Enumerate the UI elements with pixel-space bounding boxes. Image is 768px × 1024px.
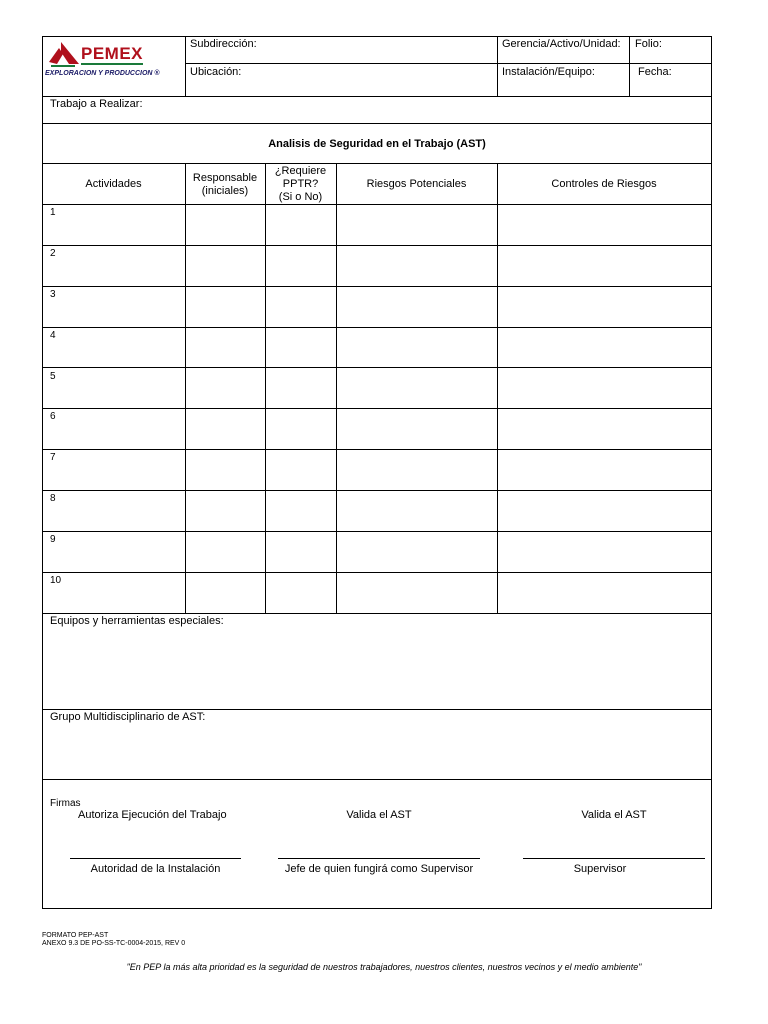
- row-number: 1: [50, 207, 56, 218]
- format-code: FORMATO PEP-AST: [42, 932, 109, 939]
- pemex-logo: [45, 42, 185, 88]
- row-number: 7: [50, 452, 56, 463]
- firmas-label: Firmas: [50, 798, 81, 809]
- trabajo-bottom: [42, 123, 712, 124]
- header-pptr-1: ¿Requiere: [274, 165, 327, 177]
- header-controles: Controles de Riesgos: [551, 178, 657, 190]
- slogan: "En PEP la más alta prioridad es la seguridad de nuestros trabajadores, nuestros clientes, nuestros vecinos y el medio ambiente": [126, 962, 642, 972]
- row-number: 8: [50, 493, 56, 504]
- row-line-10: [42, 613, 712, 614]
- grupo-label: Grupo Multidisciplinario de AST:: [50, 711, 206, 723]
- border-bottom: [42, 908, 712, 909]
- row-line-7: [42, 490, 712, 491]
- logo-rule: [81, 63, 143, 65]
- instalacion-label: Instalación/Equipo:: [502, 66, 595, 78]
- header-riesgos: Riesgos Potenciales: [366, 178, 467, 190]
- firma-col1-sign: Autoridad de la Instalación: [90, 863, 221, 875]
- header-pptr-2: PPTR?: [282, 178, 319, 190]
- header-bottom: [42, 96, 712, 97]
- logo-brand: PEMEX: [81, 44, 144, 63]
- header-responsable-1: Responsable: [192, 172, 258, 184]
- row-line-6: [42, 449, 712, 450]
- row-line-2: [42, 286, 712, 287]
- row-number: 6: [50, 411, 56, 422]
- row-number: 10: [50, 575, 62, 586]
- col-divider-1: [185, 163, 186, 614]
- signature-line-1: [70, 858, 241, 859]
- fecha-label: Fecha:: [638, 66, 672, 78]
- trabajo-label: Trabajo a Realizar:: [50, 98, 143, 110]
- row-line-5: [42, 408, 712, 409]
- row-line-9: [42, 572, 712, 573]
- title-bottom: [42, 163, 712, 164]
- col-divider-3: [336, 163, 337, 614]
- firma-col3-title: Valida el AST: [581, 809, 647, 821]
- col-divider-2: [265, 163, 266, 614]
- header-pptr-3: (Si o No): [278, 191, 323, 203]
- ubicacion-label: Ubicación:: [190, 66, 242, 78]
- header-divider-h: [185, 63, 712, 64]
- gerencia-label: Gerencia/Activo/Unidad:: [502, 38, 621, 50]
- firma-col2-sign: Jefe de quien fungirá como Supervisor: [284, 863, 474, 875]
- signature-line-3: [523, 858, 705, 859]
- signature-line-2: [278, 858, 480, 859]
- header-divider-v-right: [629, 36, 630, 96]
- header-divider-v-mid: [497, 36, 498, 96]
- equipos-label: Equipos y herramientas especiales:: [50, 615, 224, 627]
- firma-col2-title: Valida el AST: [346, 809, 412, 821]
- row-line-3: [42, 327, 712, 328]
- row-number: 5: [50, 371, 56, 382]
- row-number: 2: [50, 248, 56, 259]
- firma-col1-title: Autoriza Ejecución del Trabajo: [78, 809, 227, 821]
- row-line-4: [42, 367, 712, 368]
- row-line-8: [42, 531, 712, 532]
- row-line-header: [42, 204, 712, 205]
- subdireccion-label: Subdirección:: [190, 38, 257, 50]
- row-line-1: [42, 245, 712, 246]
- equipos-bottom: [42, 709, 712, 710]
- format-annex: ANEXO 9.3 DE PO-SS-TC-0004-2015, REV 0: [42, 940, 186, 947]
- firma-col3-sign: Supervisor: [573, 863, 627, 875]
- pemex-eagle-icon: [49, 42, 79, 68]
- logo-subtitle: EXPLORACION Y PRODUCCION ®: [45, 70, 160, 77]
- folio-label: Folio:: [635, 38, 662, 50]
- form-title: Analisis de Seguridad en el Trabajo (AST): [268, 138, 486, 150]
- row-number: 3: [50, 289, 56, 300]
- header-responsable-2: (iniciales): [201, 185, 249, 197]
- header-actividades: Actividades: [85, 178, 142, 190]
- col-divider-4: [497, 163, 498, 614]
- grupo-bottom: [42, 779, 712, 780]
- row-number: 9: [50, 534, 56, 545]
- border-top: [42, 36, 712, 37]
- row-number: 4: [50, 330, 56, 341]
- header-divider-v-logo: [185, 36, 186, 96]
